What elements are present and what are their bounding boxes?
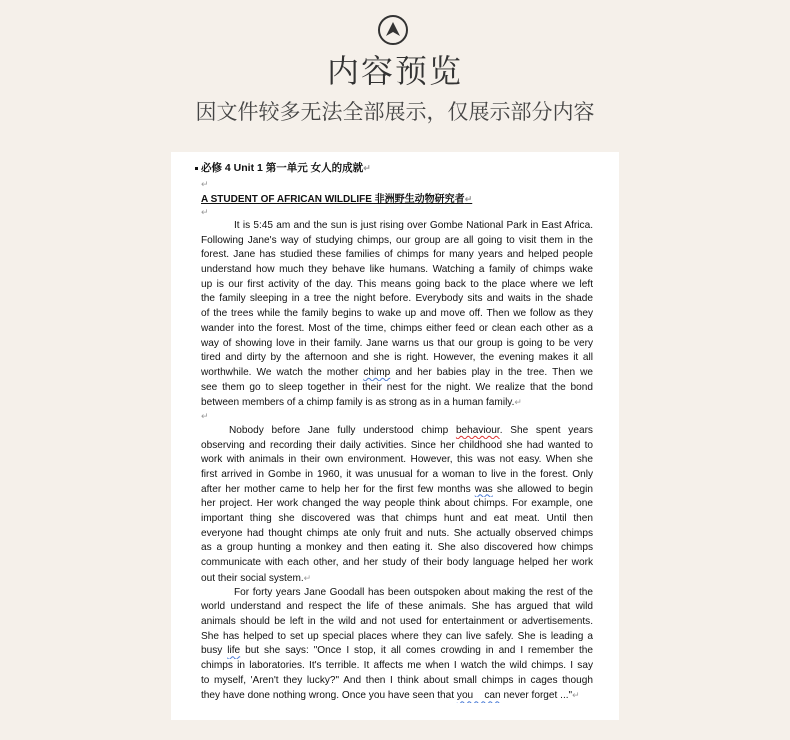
- preview-header: [0, 0, 790, 150]
- text-line: to myself, 'Aren't they lucky?" And then I think about small chimps in cages though: [201, 674, 593, 686]
- text-line: animals should be left in the wild and not used for entertainment or advertisements.: [201, 615, 593, 627]
- text-line: Following Jane's way of studying chimps, our group are all going to visit them in the: [201, 234, 593, 246]
- text-line: tired and dirty by the afternoon and she is right. However, the evening makes it all: [201, 352, 593, 364]
- text-line: observing and recording their daily activities. Since her childhood she had wanted to: [201, 439, 593, 451]
- text-line: out their social system.↵: [201, 572, 312, 584]
- text-line: wander into the forest. Most of the time, chimps either feed or clean each other as a: [201, 322, 593, 334]
- text-line: She has helped to set up special places where they can live safely. She is leading a: [201, 630, 593, 642]
- preview-subtitle: 因文件较多无法全部展示，仅展示部分内容: [195, 100, 595, 124]
- text-line: Nobody before Jane fully understood chimp behaviour. She spent years: [229, 424, 593, 436]
- text-line: important thing she discovered was that chimps hunt and eat meat. Until then: [201, 513, 593, 525]
- grammar-underline: was: [474, 483, 493, 495]
- text-line: worthwhile. We watch the mother chimp and her babies play in the tree. Then we: [201, 366, 593, 378]
- document-page: [171, 152, 619, 720]
- text-line: chimps in laboratories. It's terrible. It affects me when I watch the wild chimps. I say: [201, 659, 593, 671]
- up-arrow-logo-icon: [378, 15, 408, 45]
- text-line: first arrived in Gombe in 1960, it was unusual for a woman to live in the forest. Only: [201, 469, 593, 480]
- text-line: forest. Jane has studied these families of chimps for many years and helped people: [201, 249, 593, 261]
- text-line: communicate with each other, and her study of their body language helped her work: [201, 557, 593, 569]
- bullet-icon: [195, 167, 198, 170]
- text-line: after her mother came to help her for the first few months was she allowed to begin: [201, 483, 593, 495]
- paragraph-1: [201, 219, 593, 410]
- text-line: her project. Her work changed the way people think about chimps. For example, one: [201, 498, 593, 510]
- text-line: as a group hunting a monkey and then eating it. She also discovered how chimps: [201, 542, 593, 554]
- preview-title: 内容预览: [326, 52, 463, 90]
- text-line: way of showing love in their family. Jane warns us that our group is going to be very: [201, 337, 593, 349]
- grammar-underline: you can: [456, 690, 501, 702]
- spellcheck-underline: behaviour: [455, 424, 500, 436]
- paragraph-2: [201, 424, 593, 586]
- text-line: work with animals in their own environment. However, this was not easy. When she: [201, 454, 593, 466]
- spellcheck-underline: chimp: [363, 366, 391, 378]
- text-line: between members of a chimp family is as strong as in a human family.↵: [201, 397, 522, 409]
- paragraph-mark: ↵: [201, 179, 209, 189]
- text-line: busy life but she says: "Once I stop, it all comes crowding in and I remember the: [201, 645, 593, 657]
- document-heading: A STUDENT OF AFRICAN WILDLIFE 非洲野生动物研究者↵: [201, 194, 473, 205]
- document-title: 必修 4 Unit 1 第一单元 女人的成就↵: [201, 159, 593, 177]
- text-line: understand how much they behave like humans. Watching a family of chimps wake: [201, 264, 593, 276]
- text-line: up is our first activity of the day. This means going back to the place where we left: [201, 278, 593, 290]
- text-line: of the trees while the family begins to wake up and move off. Then we follow as they: [201, 308, 593, 320]
- document-content: 必修 4 Unit 1 第一单元 女人的成就↵ ↵ A STUDENT OF AFRICAN WILDLIFE 非洲野生动物研究者↵ ↵ It is 5:45 am and the sun is just rising over Gombe National Park in East Africa. Following Jane's way of studying chimps, our group are all going to visit them in the forest. Jane has studied these families of chimps for many years and helped people understand how much they behave like humans. Watching a family of chimps wake up is our first activity of the day. This means going back to the place where we left the family sleeping in a tree the night before. Everybody sits and waits in the shade of the trees while the family begins to wake up and move off. Then we follow as they wander into the forest. Most of the time, chimps either feed or clean each other as a way of showing love in their family. Jane warns us that our group is going to be very tired and dirty by the afternoon and she is right. However, the evening makes it all worthwhile. We watch the mother chimp and her babies play in the tree. Then we see them go to sleep together in their nest for the night. We realize that the bond between members of a chimp family is as strong as in a human family.↵ ↵ Nobody before Jane fully understood chimp behaviour. She spent years observing and recording their daily activities. Since her childhood she had wanted to work with animals in their own environment. However, this was not easy. When she first arrived in Gombe in 1960, it was unusual for a woman to live in the forest. Only after her mother came to help her for the first few months was she allowed to begin her project. Her work changed the way people think about chimps. For example, one important thing she discovered was that chimps hunt and eat meat. Until then everyone had thought chimps ate only fruit and nuts. She actually observed chimps as a group hunting a monkey and then eating it. She also discovered how chimps communicate with each other, and her study of their body language helped her work out their social system.↵ For forty years Jane Goodall has been outspoken about making the rest of the world understand and respect the life of these animals. She has argued that wild animals should be left in the wild and not used for entertainment or advertisements. She has helped to set up special places where they can live safely. She is leading a busy life but she says: "Once I stop, it all comes crowding in and I remember the chimps in laboratories. It's terrible. It affects me when I watch the wild chimps. I say to myself, 'Aren't they lucky?" And then I think about small chimps in cages though they have done nothing wrong. Once you have seen that you can never forget ..."↵: [201, 159, 593, 703]
- text-line: see them go to sleep together in their nest for the night. We realize that the bond: [201, 381, 593, 393]
- grammar-underline: life: [227, 645, 241, 657]
- text-line: they have done nothing wrong. Once you have seen that you can never forget ..."↵: [201, 690, 580, 702]
- paragraph-3: [201, 586, 593, 704]
- text-line: the family sleeping in a tree the night before. Everybody sits and waits in the shade: [201, 293, 593, 305]
- text-line: For forty years Jane Goodall has been outspoken about making the rest of the: [234, 586, 593, 598]
- text-line: everyone had thought chimps ate only fruit and nuts. She actually observed chimps: [201, 527, 593, 539]
- text-line: world understand and respect the life of these animals. She has argued that wild: [201, 601, 593, 613]
- text-line: It is 5:45 am and the sun is just rising over Gombe National Park in East Africa.: [234, 220, 593, 231]
